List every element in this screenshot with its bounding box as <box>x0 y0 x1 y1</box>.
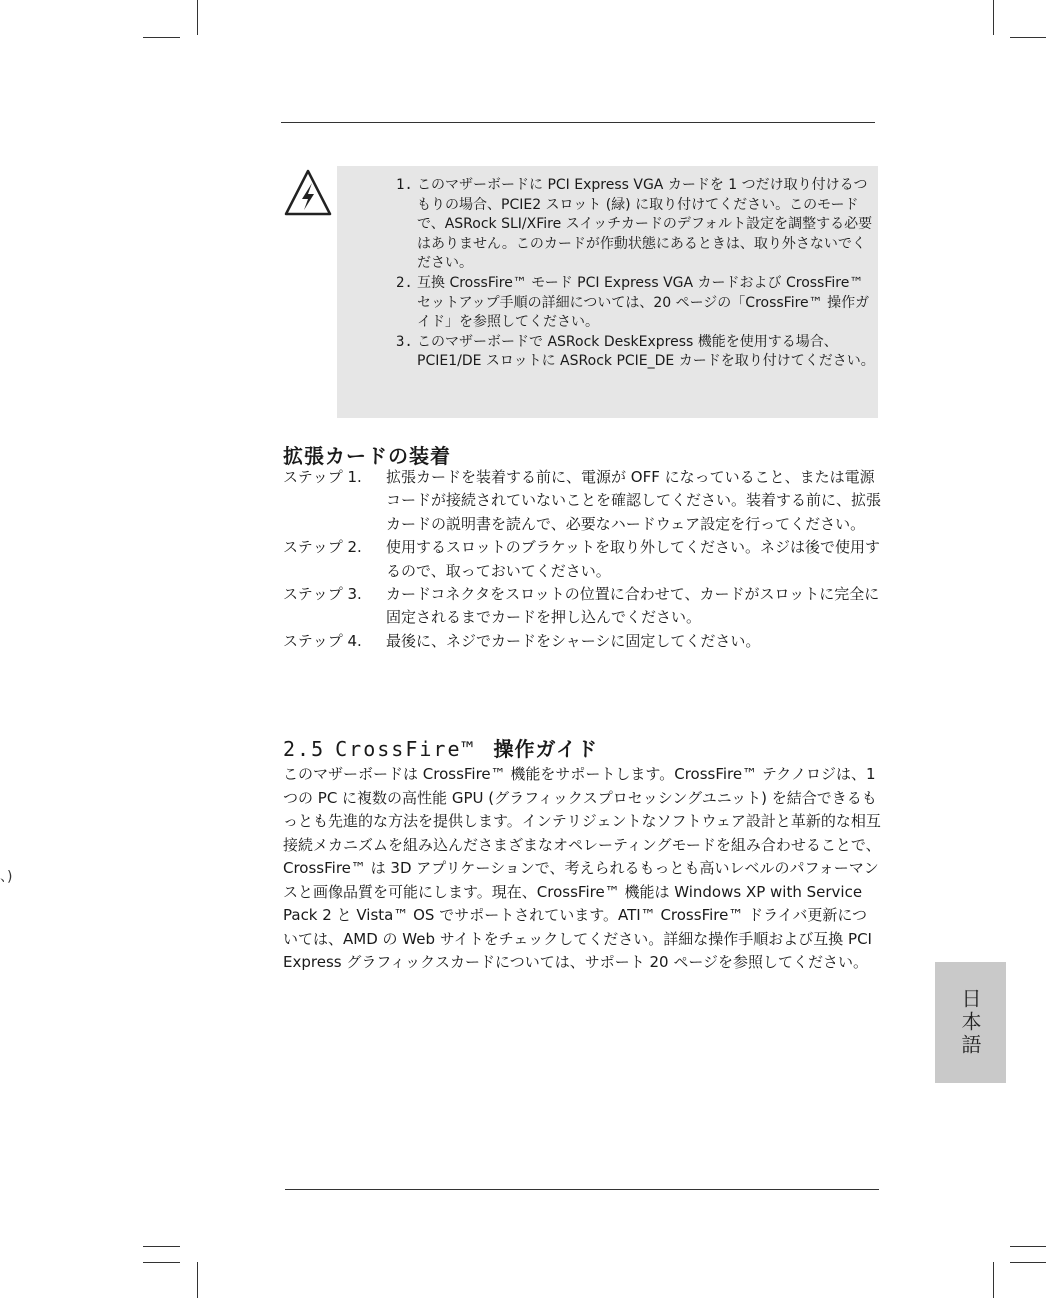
footer-rule <box>285 1189 879 1190</box>
header-rule <box>281 122 875 123</box>
crop-mark <box>143 1262 180 1263</box>
crossfire-body: このマザーボードは CrossFire™ 機能をサポートします。CrossFire™ テクノロジは、1 つの PC に複数の高性能 GPU (グラフィックスプロセッシングユニット) を結合できるもっとも先進的な方法を提供します。インテリジェントなソフトウェア設計と革新的な相互接続メカニズムを組み込んださまざまなオペレーティングモードを組み合わせることで、CrossFire™ は 3D アプリケーションで、考えられるもっとも高いレベルのパフォーマンスと画像品質を可能にします。現在、CrossFire™ 機能は Windows XP with Service Pack 2 と Vista™ OS でサポートされています。ATI™ CrossFire™ ドライバ更新については、AMD の Web サイトをチェックしてください。詳細な操作手順および互換 PCI Express グラフィックスカードについては、サポート 20 ページを参照してください。 <box>283 765 881 971</box>
step-text: 最後に、ネジでカードをシャーシに固定してください。 <box>386 631 761 650</box>
crop-mark <box>197 0 198 35</box>
step-item <box>283 466 881 536</box>
caution-number: 3. <box>396 333 413 350</box>
caution-text: このマザーボードで ASRock DeskExpress 機能を使用する場合、PCIE1/DE スロットに ASRock PCIE_DE カードを取り付けてください。 <box>417 333 875 370</box>
section-heading-crossfire <box>283 733 598 762</box>
step-list <box>283 466 881 653</box>
caution-item <box>396 274 876 333</box>
caution-item <box>396 333 876 372</box>
section-heading-install: 拡張カードの装着 <box>283 444 451 468</box>
step-text: 使用するスロットのブラケットを取り外してください。ネジは後で使用するので、取っておいてください。 <box>386 538 880 580</box>
section-title: 操作ガイド <box>493 737 598 761</box>
crop-mark <box>143 37 180 38</box>
crop-mark <box>1010 37 1046 38</box>
caution-item <box>396 176 876 274</box>
crop-mark <box>993 1262 994 1298</box>
step-item <box>283 630 881 653</box>
caution-number: 2. <box>396 274 413 291</box>
step-text: カードコネクタをスロットの位置に合わせて、カードがスロットに完全に固定されるまでカードを押し込んでください。 <box>386 585 880 627</box>
edge-mark: 、) <box>0 869 13 885</box>
caution-text: このマザーボードに PCI Express VGA カードを 1 つだけ取り付けるつもりの場合、PCIE2 スロット (緑) に取り付けてください。このモードで、ASRock SLI/XFire スイッチカードのデフォルト設定を調整する必要はありません。このカードが作動状態にあるときは、取り外さないでください。 <box>417 177 873 272</box>
step-text: 拡張カードを装着する前に、電源が OFF になっていること、または電源コードが接続されていないことを確認してください。装着する前に、拡張カードの説明書を読んで、必要なハードウェア設定を行ってください。 <box>386 468 882 533</box>
language-tab-label: 日本語 <box>958 988 982 1057</box>
step-label: ステップ 4. <box>283 631 362 650</box>
section-product-name: CrossFire™ <box>335 737 476 761</box>
crop-mark <box>1010 1262 1046 1263</box>
caution-number: 1. <box>396 177 413 193</box>
step-label: ステップ 2. <box>283 538 362 557</box>
language-tab <box>935 962 1006 1083</box>
step-item <box>283 536 881 583</box>
crop-mark <box>197 1262 198 1298</box>
crop-mark <box>143 1246 180 1247</box>
step-label: ステップ 3. <box>283 585 362 604</box>
step-item <box>283 583 881 630</box>
step-label: ステップ 1. <box>283 468 362 486</box>
caution-list <box>396 176 876 372</box>
caution-text: 互換 CrossFire™ モード PCI Express VGA カードおよび CrossFire™ セットアップ手順の詳細については、20 ページの「CrossFire™ 操作ガイド」を参照してください。 <box>417 274 870 331</box>
crop-mark <box>993 0 994 35</box>
warning-lightning-icon <box>283 168 333 218</box>
crop-mark <box>1010 1246 1046 1247</box>
section-number: 2.5 <box>283 737 326 761</box>
